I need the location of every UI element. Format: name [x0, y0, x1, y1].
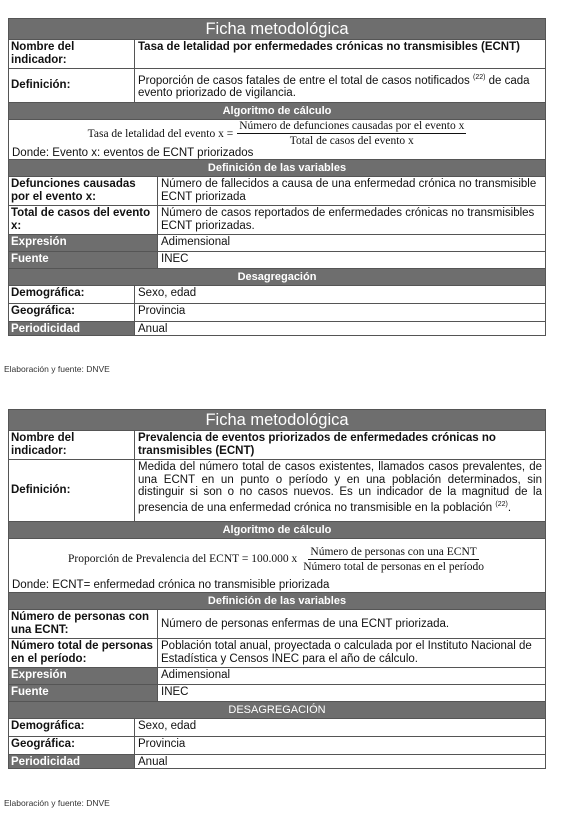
definicion-row: [8, 68, 546, 102]
formula-fraction: [237, 120, 466, 147]
ficha-prevalencia: [8, 409, 546, 769]
ficha-tasa-letalidad: [8, 18, 546, 336]
formula-block: [8, 119, 546, 159]
demografica-label: Demográfica:: [9, 719, 135, 736]
elaboracion-note: Elaboración y fuente: DNVE: [4, 364, 110, 374]
variables-header: [8, 159, 546, 176]
nombre-value: Tasa de letalidad por enfermedades crónicas no transmisibles (ECNT): [138, 41, 520, 53]
variable-row-1: [8, 176, 546, 205]
formula-fraction: [301, 546, 486, 573]
geografica-label: Geográfica:: [9, 737, 135, 754]
donde-note: Donde: ECNT= enfermedad crónica no transmisible priorizada: [12, 579, 330, 591]
fuente-row: [8, 684, 546, 701]
definicion-ref: (22): [495, 500, 508, 508]
donde-note: Donde: Evento x: eventos de ECNT priorizados: [12, 147, 254, 159]
algoritmo-header-text: Algoritmo de cálculo: [222, 105, 332, 117]
ficha-title: [8, 18, 546, 39]
fuente-value: INEC: [161, 253, 189, 265]
formula-numerator: Número de defunciones causadas por el evento x: [239, 120, 465, 132]
formula-numerator: Número de personas con una ECNT: [310, 545, 477, 558]
demografica-row: [8, 285, 546, 303]
expresion-row: [8, 234, 546, 251]
nombre-label: Nombre del indicador:: [9, 40, 135, 68]
desagregacion-header: [8, 268, 546, 285]
variable-2-value: Número de casos reportados de enfermedades crónicas no transmisibles ECNT priorizadas.: [161, 207, 535, 232]
geografica-row: [8, 736, 546, 754]
definicion-text: Proporción de casos fatales de entre el total de casos notificados: [138, 74, 470, 87]
demografica-value: Sexo, edad: [138, 287, 197, 299]
nombre-row: [8, 430, 546, 459]
expresion-value: Adimensional: [161, 236, 231, 248]
desagregacion-header-text: Desagregación: [237, 271, 317, 283]
periodicidad-label: Periodicidad: [9, 755, 135, 768]
expresion-label: Expresión: [9, 235, 158, 251]
variable-row-2: [8, 205, 546, 234]
demografica-value: Sexo, edad: [138, 720, 197, 732]
geografica-row: [8, 303, 546, 321]
formula: [9, 120, 545, 147]
algoritmo-header: [8, 102, 546, 119]
variable-row-2: [8, 638, 546, 667]
variables-header: [8, 592, 546, 609]
variable-1-value: Número de personas enfermas de una ECNT priorizada.: [161, 617, 450, 630]
variable-1-label: Número de personas con una ECNT:: [9, 610, 158, 638]
definicion-ref: (22): [473, 74, 486, 81]
geografica-value: Provincia: [138, 305, 186, 317]
ficha-title-text: Ficha metodológica: [205, 410, 349, 429]
definicion-label: Definición:: [9, 460, 135, 521]
definicion-label: Definición:: [9, 69, 135, 102]
nombre-value: Prevalencia de eventos priorizados de enfermedades crónicas no transmisibles (ECNT): [138, 432, 496, 457]
periodicidad-value: Anual: [138, 323, 168, 335]
definicion-text-end: .: [507, 501, 512, 514]
definicion-value: [135, 69, 545, 102]
formula-lhs: Proporción de Prevalencia del ECNT = 100.000 x: [68, 553, 298, 565]
periodicidad-row: [8, 321, 546, 336]
formula-denominator: Número total de personas en el período: [303, 560, 484, 573]
periodicidad-value: Anual: [138, 756, 168, 768]
desagregacion-header: [8, 701, 546, 718]
nombre-label: Nombre del indicador:: [9, 431, 135, 459]
definicion-value: [135, 460, 545, 521]
fuente-row: [8, 251, 546, 268]
demografica-row: [8, 718, 546, 736]
expresion-label: Expresión: [9, 668, 158, 684]
variable-2-value: Población total anual, proyectada o calculada por el Instituto Nacional de Estadística y Censos INEC para el año de cálculo.: [161, 640, 532, 665]
variable-1-label: Defunciones causadas por el evento x:: [9, 177, 158, 205]
fuente-label: Fuente: [9, 685, 158, 701]
definicion-text: Medida del número total de casos existentes, llamados casos prevalentes, de una ECNT en un punto o período y en una población determinados, sin distinguir si son o no casos nuevos. Es un indicador de la magnitud de la presencia de una enfermedad crónica no transmisible en la población: [138, 461, 542, 514]
geografica-value: Provincia: [138, 738, 186, 750]
formula-lhs: Tasa de letalidad del evento x =: [87, 127, 234, 140]
definicion-text-end: de cada evento priorizado de vigilancia.: [138, 74, 530, 100]
formula-denominator: Total de casos del evento x: [289, 135, 414, 147]
nombre-row: [8, 39, 546, 68]
periodicidad-row: [8, 754, 546, 769]
expresion-value: Adimensional: [161, 669, 231, 681]
geografica-label: Geográfica:: [9, 304, 135, 321]
ficha-title: [8, 409, 546, 430]
elaboracion-note: Elaboración y fuente: DNVE: [4, 798, 110, 808]
ficha-title-text: Ficha metodológica: [205, 19, 349, 38]
periodicidad-label: Periodicidad: [9, 322, 135, 335]
variable-row-1: [8, 609, 546, 638]
variable-1-value: Número de fallecidos a causa de una enfermedad crónica no transmisible ECNT priorizada: [161, 178, 537, 203]
formula-block: [8, 538, 546, 592]
algoritmo-header-text: Algoritmo de cálculo: [222, 524, 332, 536]
definicion-row: [8, 459, 546, 521]
demografica-label: Demográfica:: [9, 286, 135, 303]
variable-2-label: Número total de personas en el período:: [9, 639, 158, 667]
algoritmo-header: [8, 521, 546, 538]
variable-2-label: Total de casos del evento x:: [9, 206, 158, 234]
desagregacion-header-text: DESAGREGACIÓN: [228, 704, 326, 716]
variables-header-text: Definición de las variables: [207, 595, 347, 607]
variables-header-text: Definición de las variables: [207, 162, 347, 174]
expresion-row: [8, 667, 546, 684]
fuente-value: INEC: [161, 686, 189, 698]
fuente-label: Fuente: [9, 252, 158, 268]
formula: [9, 539, 545, 579]
